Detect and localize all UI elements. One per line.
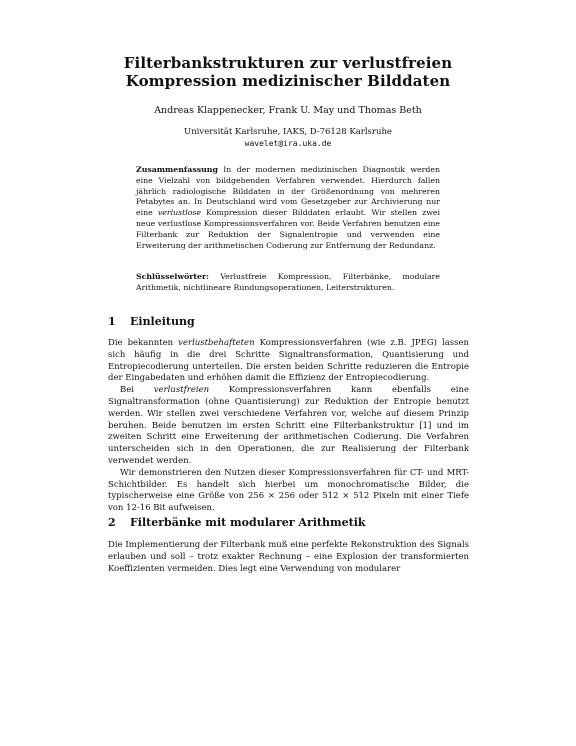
abstract-text-a: In der modernen medizinischen Diagnostik werden eine Vielzahl von bildgebenden Verfahren verwendet. Hierdurch fallen jährlich radiologische Bilddaten in der Größenordnung von mehreren Petabytes an. In Deutschland wird vom Gesetzgeber zur Archivierung nur eine bbox=[136, 165, 440, 218]
title-line-1: Filterbankstrukturen zur verlustfreien bbox=[123, 54, 453, 72]
author-list: Andreas Klappenecker, Frank U. May und Thomas Beth bbox=[154, 105, 422, 116]
section-title: Einleitung bbox=[130, 315, 195, 328]
paragraph-text: Kompressionsverfahren kann ebenfalls eine Signaltransformation (ohne Quantisierung) zur Reduktion der Entropie benutzt werden. Wir stellen zwei verschiedene Verfahren vor, welche auf diesem Prinzip beruhen. Beide benutzen im ersten Schritt eine Filterbankstruktur [1] und im zweiten Schritt eine Erweiterung der arithmetischen Codierung. Die Verfahren unterscheiden sich in den Operationen, die zur Realisierung der Filterbank verwendet werden. bbox=[108, 385, 469, 466]
abstract-text-b: Kompression dieser Bilddaten erlaubt. Wir stellen zwei neue verlustlose Kompressionsverfahren vor. Beide Verfahren benutzen eine Filterbank zur Reduktion der Signalentropie und verwenden eine Erweiterung der arithmetischen Codierung zur Entfernung der Redundanz. bbox=[136, 208, 440, 250]
abstract-emphasis: verlustlose bbox=[157, 208, 202, 218]
section-heading-1 bbox=[108, 315, 195, 328]
paragraph bbox=[108, 385, 469, 468]
paragraph-text: Bei bbox=[120, 385, 154, 396]
paragraph: Die Implementierung der Filterbank muß eine perfekte Rekonstruktion des Signals erlauben und soll – trotz exakter Rechnung – eine Explosion der transformierten Koeffizienten vermeiden. Dies legt eine Verwendung von modularer bbox=[108, 540, 469, 574]
section-title: Filterbänke mit modularer Arithmetik bbox=[130, 516, 366, 529]
keywords bbox=[136, 272, 440, 294]
section-heading-2 bbox=[108, 516, 366, 529]
contact-email[interactable]: wavelet@ira.uka.de bbox=[244, 139, 332, 148]
section-2-body bbox=[108, 540, 469, 575]
keywords-text: Verlustfreie Kompression, Filterbänke, modulare Arithmetik, nichtlineare Rundungsoperationen, Leiterstrukturen. bbox=[136, 272, 440, 292]
affiliation bbox=[0, 126, 576, 150]
affiliation-address: Universität Karlsruhe, IAKS, D-76128 Karlsruhe bbox=[184, 127, 392, 137]
paragraph-emphasis: verlustfreien bbox=[153, 385, 210, 396]
paragraph bbox=[108, 338, 469, 385]
abstract bbox=[136, 165, 440, 251]
paragraph-emphasis: verlustbehafteten bbox=[178, 338, 255, 348]
section-1-body bbox=[108, 338, 469, 515]
paragraph-text: Die bekannten bbox=[108, 338, 179, 348]
section-number: 1 bbox=[108, 315, 116, 328]
keywords-label: Schlüsselwörter: bbox=[136, 272, 209, 281]
paragraph: Wir demonstrieren den Nutzen dieser Kompressionsverfahren für CT- und MRT-Schichtbilder. Es handelt sich hierbei um monochromatische Bilder, die typischerweise eine Größe von 256 × 256 oder 512 × 512 Pixeln mit einer Tiefe von 12-16 Bit aufweisen. bbox=[108, 467, 469, 514]
paper-title bbox=[0, 54, 576, 90]
title-line-2: Kompression medizinischer Bilddaten bbox=[125, 72, 451, 90]
paragraph-text: Kompressionsverfahren (wie z.B. JPEG) lassen sich häufig in die drei Schritte Signaltransformation, Quantisierung und Entropiecodierung unterteilen. Die ersten beiden Schritte reduzieren die Entropie der Eingabedaten und erhöhen damit die Effizienz der Entropiecodierung. bbox=[108, 338, 469, 384]
section-number: 2 bbox=[108, 516, 116, 529]
abstract-label: Zusammenfassung bbox=[136, 165, 218, 174]
